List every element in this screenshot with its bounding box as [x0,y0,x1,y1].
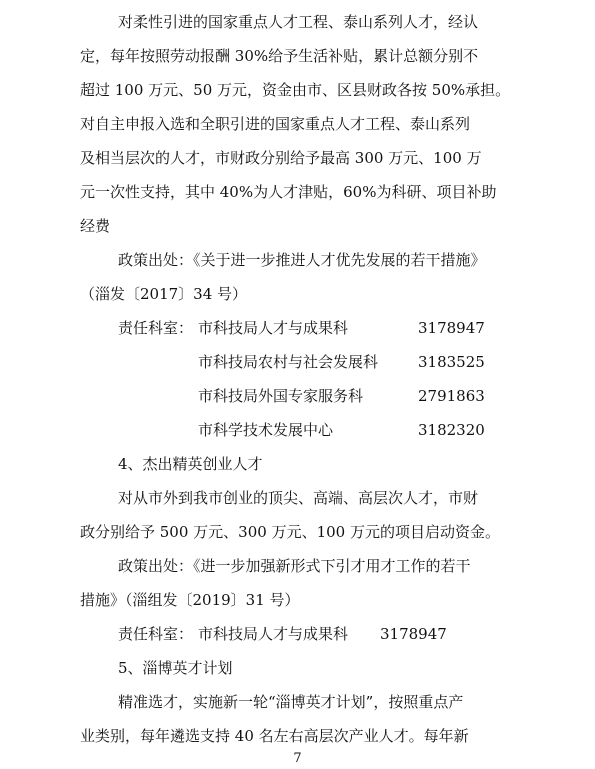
section-heading: 4、杰出精英创业人才 [118,455,263,473]
body-text-line: 经费 [80,217,111,235]
body-text-line: 对自主申报入选和全职引进的国家重点人才工程、泰山系列 [80,115,471,133]
policy-source-line: 政策出处：《关于进一步推进人才优先发展的若干措施》 [118,251,486,269]
responsible-label: 责任科室： [118,625,194,643]
body-text-line: 定，每年按照劳动报酬 30%给予生活补贴，累计总额分别不 [80,47,479,65]
section-heading: 5、淄博英才计划 [118,659,233,677]
policy-source-line: 措施》（淄组发〔2019〕31 号） [80,591,300,609]
office-phone: 3178947 [418,319,485,337]
office-name: 市科技局农村与社会发展科 [198,353,379,371]
body-text-line: 对柔性引进的国家重点人才工程、泰山系列人才，经认 [118,13,479,31]
body-text-line: 精准选才，实施新一轮“淄博英才计划”，按照重点产 [118,693,464,711]
office-phone: 2791863 [418,387,485,405]
body-text-line: 对从市外到我市创业的顶尖、高端、高层次人才，市财 [118,489,479,507]
body-text-line: 超过 100 万元、50 万元，资金由市、区县财政各按 50%承担。 [80,81,511,99]
body-text-line: 元一次性支持，其中 40%为人才津贴，60%为科研、项目补助 [80,183,497,201]
office-name: 市科技局外国专家服务科 [198,387,364,405]
office-phone: 3182320 [418,421,485,439]
office-phone: 3183525 [418,353,485,371]
office-phone: 3178947 [380,625,447,643]
page-number: 7 [293,751,302,766]
office-name: 市科技局人才与成果科 [198,319,349,337]
body-text-line: 及相当层次的人才，市财政分别给予最高 300 万元、100 万 [80,149,482,167]
office-name: 市科学技术发展中心 [198,421,334,439]
body-text-line: 政分别给予 500 万元、300 万元、100 万元的项目启动资金。 [80,523,500,541]
office-name: 市科技局人才与成果科 [198,625,349,643]
policy-source-line: 政策出处：《进一步加强新形式下引才用才工作的若干 [118,557,471,575]
body-text-line: 业类别，每年遴选支持 40 名左右高层次产业人才。每年新 [80,727,469,745]
policy-source-line: （淄发〔2017〕34 号） [80,285,248,303]
responsible-label: 责任科室： [118,319,194,337]
